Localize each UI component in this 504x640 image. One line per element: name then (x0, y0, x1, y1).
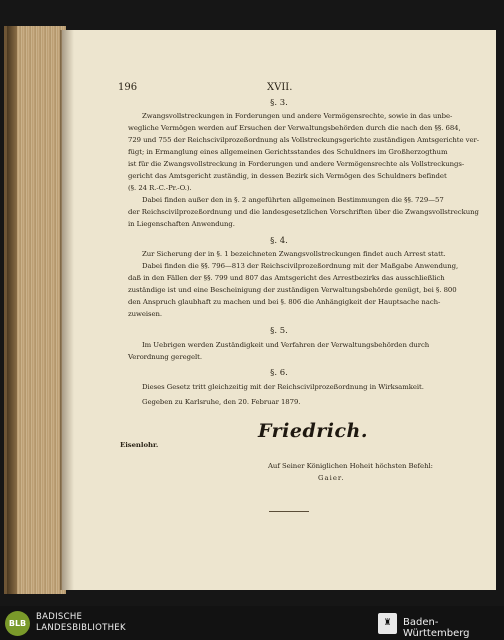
text-line: Dabei finden die §§. 796—813 der Reichscivilprozeßordnung mit der Maßgabe Anwendung, (142, 262, 459, 270)
section-5-heading: §. 5. (270, 326, 288, 336)
text-line: ist für die Zwangsvollstreckung in Forderungen und andere Vermögensrechte als Vollstreckungs- (128, 160, 465, 168)
text-line: daß in den Fällen der §§. 799 und 807 das Amtsgericht des Arrestbezirks das ausschließlich (128, 274, 445, 282)
text-line: gericht das Amtsgericht zuständig, in dessen Bezirk sich Vermögen des Schuldners befindet (128, 172, 447, 180)
page-number: 196 (118, 82, 138, 93)
text-line: fügt; in Ermanglung eines allgemeinen Gerichtsstandes des Schuldners im Großherzogthum (128, 148, 448, 156)
text-line: Dabei finden außer den in §. 2 angeführten allgemeinen Bestimmungen die §§. 729—57 (142, 196, 444, 204)
text-line: 729 und 755 der Reichscivilprozeßordnung als Vollstreckungsgerichte zuständigen Amtsgerichte ver- (128, 136, 480, 144)
closing-rule (269, 511, 309, 512)
text-line: Zur Sicherung der in §. 1 bezeichneten Zwangsvollstreckungen findet auch Arrest statt. (142, 250, 446, 258)
baden-wuerttemberg-label[interactable]: Baden-Württemberg (403, 617, 470, 639)
countersign-eisenlohr: Eisenlohr. (120, 441, 159, 449)
text-line: der Reichscivilprozeßordnung und die landesgesetzlichen Vorschriften über die Zwangsvollstreckung (128, 208, 479, 216)
blb-name-line1: BADISCHE (36, 612, 83, 622)
footer-bar (0, 606, 504, 640)
lion-crest-icon: ♜ (378, 613, 397, 634)
text-line: den Anspruch glaubhaft zu machen und bei §. 806 die Anhängigkeit der Hauptsache nach- (128, 298, 441, 306)
page-gutter-shadow (60, 30, 74, 590)
text-line: zuweisen. (128, 310, 163, 318)
text-line: Im Uebrigen werden Zuständigkeit und Verfahren der Verwaltungsbehörden durch (142, 341, 430, 349)
order-line: Auf Seiner Königlichen Hoheit höchsten Befehl: (268, 462, 433, 470)
section-3-heading: §. 3. (270, 98, 288, 108)
signature-friedrich: Friedrich. (258, 420, 368, 442)
scanned-page (62, 30, 496, 590)
text-line: Zwangsvollstreckungen in Forderungen und andere Vermögensrechte, sowie in das unbe- (142, 112, 453, 120)
date-line: Gegeben zu Karlsruhe, den 20. Februar 1879. (142, 398, 301, 406)
blb-library-name[interactable] (36, 612, 126, 634)
text-line: (§. 24 R.-C.-Pr.-O.). (128, 184, 192, 192)
text-line: zuständige ist und eine Bescheinigung der zuständigen Verwaltungsbehörde genügt, bei §. 800 (128, 286, 457, 294)
book-binding (7, 26, 17, 594)
section-4-heading: §. 4. (270, 236, 288, 246)
text-line: wegliche Vermögen werden auf Ersuchen der Verwaltungsbehörden durch die nach den §§. 684, (128, 124, 461, 132)
blb-name-line2: LANDESBIBLIOTHEK (36, 623, 126, 633)
text-line: Dieses Gesetz tritt gleichzeitig mit der Reichscivilprozeßordnung in Wirksamkeit. (142, 383, 424, 391)
chapter-heading: XVII. (267, 82, 293, 93)
text-line: Verordnung geregelt. (128, 353, 202, 361)
blb-logo-icon[interactable]: BLB (5, 611, 30, 636)
order-name: Gaier. (318, 474, 345, 482)
section-6-heading: §. 6. (270, 368, 288, 378)
text-line: in Liegenschaften Anwendung. (128, 220, 235, 228)
book-page-edges (4, 26, 66, 594)
